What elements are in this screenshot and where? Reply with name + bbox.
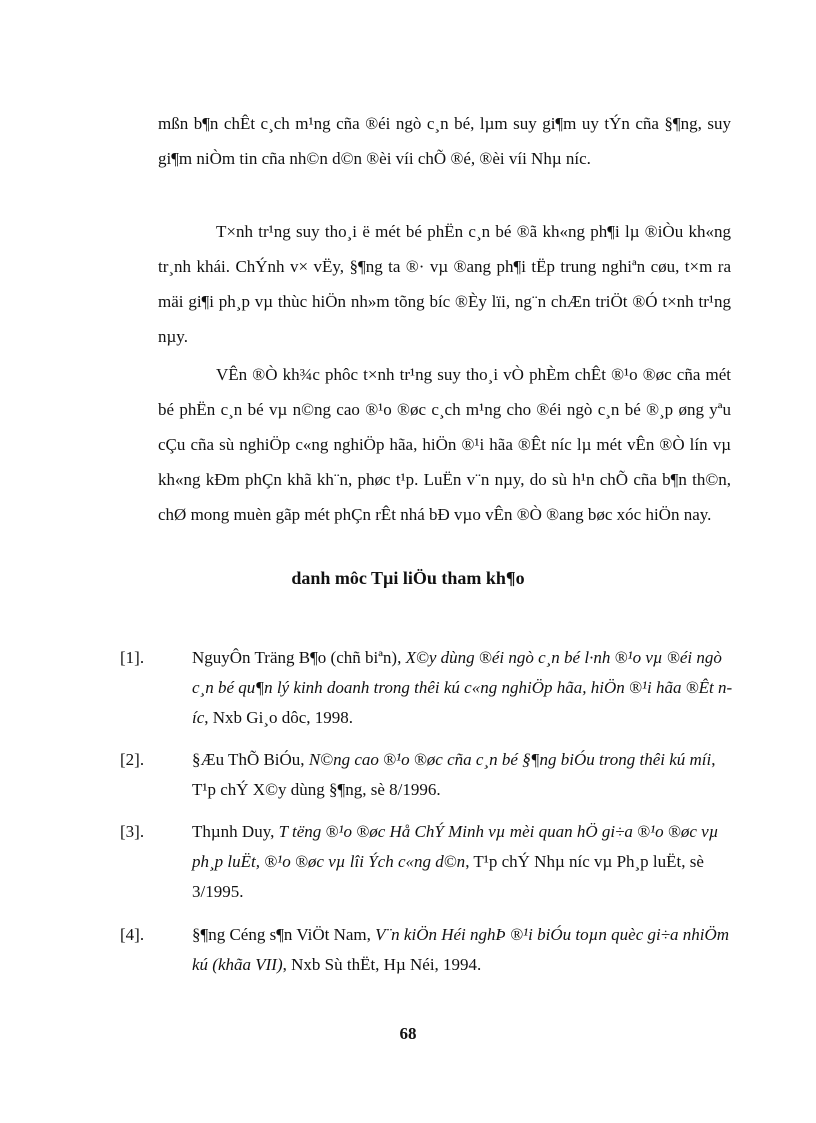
paragraph-continuation: mßn b¶n chÊt c¸ch m¹ng cña ®éi ngò c¸n bé, lµm suy gi¶m uy tÝn cña §¶ng, suy gi¶m niÒm tin cña nh©n d©n ®èi víi chÕ ®é, ®èi víi Nhµ níc. [158, 114, 731, 168]
reference-item-4 [120, 920, 735, 980]
references-heading: danh môc Tµi liÖu tham kh¶o [291, 568, 525, 588]
reference-publisher: , T¹p chÝ Nhµ níc vµ Ph¸p luËt, sè 3/1995. [192, 852, 704, 901]
reference-author: §¶ng Céng s¶n ViÖt Nam, [192, 925, 376, 944]
reference-number: [4]. [120, 925, 145, 944]
reference-item-2 [120, 745, 735, 805]
reference-item-3 [120, 817, 735, 907]
reference-body [192, 817, 735, 907]
paragraph-overcoming-decline: VÊn ®Ò kh¾c phôc t×nh tr¹ng suy tho¸i vÒ phÈm chÊt ®¹o ®øc cña mét bé phËn c¸n bé vµ n©ng cao ®¹o ®øc c¸ch m¹ng cho ®éi ngò c¸n bé ®¸p øng yªu cÇu cña sù nghiÖp c«ng nghiÖp hãa, hiÖn ®¹i hãa ®Êt níc lµ mét vÊn ®Ò lín vµ kh«ng kÐm phÇn khã kh¨n, phøc t¹p. LuËn v¨n nµy, do sù h¹n chÕ cña b¶n th©n, chØ mong muèn gãp mét phÇn rÊt nhá bÐ vµo vÊn ®Ò ®ang bøc xóc hiÖn nay. [158, 365, 731, 524]
reference-number: [3]. [120, 822, 145, 841]
reference-author: Thµnh Duy, [192, 822, 279, 841]
reference-body [192, 745, 735, 805]
reference-body [192, 643, 735, 733]
reference-publisher: , Nxb Sù thËt, Hµ Néi, 1994. [282, 955, 482, 974]
paragraph-decline-situation: T×nh tr¹ng suy tho¸i ë mét bé phËn c¸n bé ®ã kh«ng ph¶i lµ ®iÒu kh«ng tr¸nh khái. ChÝnh v× vËy, §¶ng ta ®· vµ ®ang ph¶i tËp trung nghiªn cøu, t×m ra mäi gi¶i ph¸p vµ thùc hiÖn nh»m tõng bíc ®Èy lïi, ng¨n chÆn triÖt ®Ó t×nh tr¹ng nµy. [158, 222, 731, 346]
reference-title: N©ng cao ®¹o ®øc cña c¸n bé §¶ng biÓu trong thêi kú míi [308, 750, 712, 769]
reference-number: [1]. [120, 648, 145, 667]
reference-title: V¨n kiÖn Héi nghÞ ®¹i biÓu toµn quèc gi÷a nhiÖm kú (khãa VII) [192, 925, 730, 974]
reference-item-1 [120, 643, 735, 733]
reference-number: [2]. [120, 750, 145, 769]
reference-title: T tëng ®¹o ®øc Hå ChÝ Minh vµ mèi quan hÖ gi÷a ®¹o ®øc vµ ph¸p luËt, ®¹o ®øc vµ lîi Ých c«ng d©n [192, 822, 719, 871]
reference-publisher: , Nxb Gi¸o dôc, 1998. [204, 708, 354, 727]
reference-publisher: , T¹p chÝ X©y dùng §¶ng, sè 8/1996. [192, 750, 716, 799]
page-number: 68 [399, 1024, 417, 1043]
reference-author: NguyÔn Träng B¶o (chñ biªn), [192, 648, 406, 667]
reference-author: §Æu ThÕ BiÓu, [192, 750, 309, 769]
reference-title: X©y dùng ®éi ngò c¸n bé l·nh ®¹o vµ ®éi ngò c¸n bé qu¶n lý kinh doanh trong thêi kú c«ng nghiÖp hãa, hiÖn ®¹i hãa ®Êt níc [192, 648, 733, 727]
reference-body [192, 920, 735, 980]
